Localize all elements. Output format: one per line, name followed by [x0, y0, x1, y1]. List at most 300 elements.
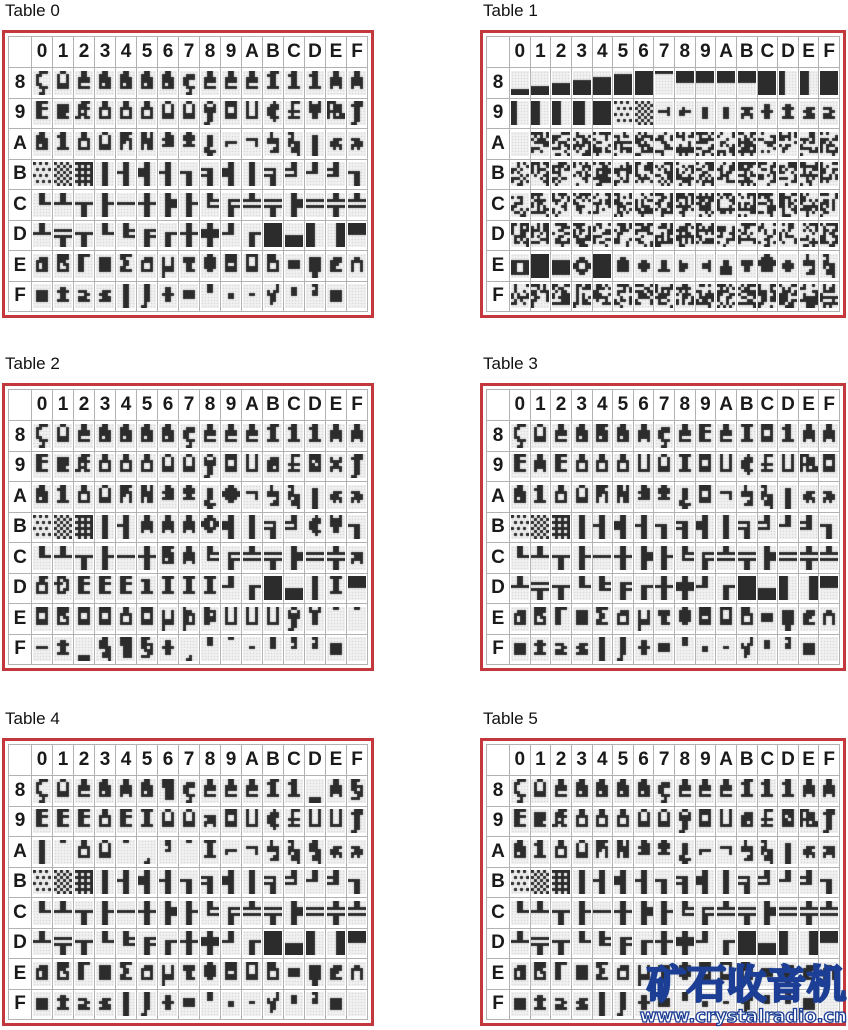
glyph-cell [592, 867, 613, 898]
glyph-dot-matrix [264, 992, 282, 1016]
glyph-cell [242, 190, 263, 221]
glyph-dot-matrix [593, 992, 611, 1016]
glyph-dot-matrix [285, 992, 303, 1016]
glyph-cell [592, 190, 613, 221]
glyph-dot-matrix [738, 254, 756, 278]
glyph-cell [221, 989, 242, 1020]
glyph-cell [551, 776, 572, 807]
glyph-dot-matrix [75, 779, 93, 803]
glyph-dot-matrix [243, 515, 261, 539]
glyph-cell [263, 98, 284, 129]
glyph-cell [74, 634, 95, 665]
glyph-dot-matrix [264, 809, 282, 833]
glyph-cell [778, 512, 799, 543]
glyph-cell [633, 190, 654, 221]
row-header: F [9, 281, 32, 312]
glyph-cell [716, 928, 737, 959]
glyph-cell [221, 512, 242, 543]
glyph-dot-matrix [717, 546, 735, 570]
glyph-cell [571, 543, 592, 574]
glyph-cell [95, 604, 116, 635]
glyph-cell [179, 482, 200, 513]
glyph-cell [221, 867, 242, 898]
glyph-cell [53, 190, 74, 221]
glyph-cell [158, 928, 179, 959]
glyph-dot-matrix [33, 607, 51, 631]
glyph-cell [116, 482, 137, 513]
glyph-cell [137, 543, 158, 574]
glyph-cell [510, 928, 531, 959]
glyph-cell [736, 251, 757, 282]
glyph-dot-matrix [717, 840, 735, 864]
glyph-cell [571, 190, 592, 221]
glyph-dot-matrix [201, 901, 219, 925]
glyph-cell [263, 776, 284, 807]
glyph-dot-matrix [54, 840, 72, 864]
table-title: Table 3 [483, 354, 538, 373]
glyph-cell [736, 512, 757, 543]
glyph-dot-matrix [348, 132, 366, 156]
glyph-cell [633, 281, 654, 312]
glyph-dot-matrix [820, 485, 838, 509]
glyph-cell [242, 220, 263, 251]
glyph-cell [530, 867, 551, 898]
glyph-dot-matrix [180, 637, 198, 661]
glyph-dot-matrix [758, 576, 776, 600]
glyph-cell [736, 543, 757, 574]
char-table [2, 738, 374, 1026]
glyph-dot-matrix [306, 779, 324, 803]
glyph-dot-matrix [614, 101, 632, 125]
glyph-cell [284, 928, 305, 959]
column-header: B [736, 37, 757, 68]
column-header: E [326, 745, 347, 776]
glyph-cell [819, 220, 840, 251]
glyph-dot-matrix [800, 101, 818, 125]
glyph-cell [633, 421, 654, 452]
glyph-dot-matrix [117, 284, 135, 308]
glyph-cell [654, 68, 675, 99]
glyph-cell [74, 129, 95, 160]
glyph-dot-matrix [593, 840, 611, 864]
glyph-dot-matrix [573, 901, 591, 925]
glyph-cell [284, 482, 305, 513]
glyph-dot-matrix [758, 223, 776, 247]
glyph-cell [654, 867, 675, 898]
glyph-dot-matrix [348, 515, 366, 539]
glyph-cell [32, 959, 53, 990]
glyph-cell [633, 776, 654, 807]
glyph-cell [32, 806, 53, 837]
glyph-cell [116, 129, 137, 160]
glyph-dot-matrix [820, 546, 838, 570]
row-header: C [9, 543, 32, 574]
glyph-cell [326, 159, 347, 190]
glyph-dot-matrix [243, 162, 261, 186]
glyph-cell [613, 543, 634, 574]
glyph-cell [53, 959, 74, 990]
glyph-cell [74, 959, 95, 990]
glyph-cell [695, 634, 716, 665]
row-header: 8 [9, 421, 32, 452]
glyph-cell [633, 98, 654, 129]
glyph-cell [736, 482, 757, 513]
glyph-cell [326, 421, 347, 452]
glyph-dot-matrix [222, 576, 240, 600]
glyph-dot-matrix [552, 576, 570, 600]
column-header: 8 [200, 37, 221, 68]
glyph-cell [179, 98, 200, 129]
glyph-dot-matrix [573, 515, 591, 539]
glyph-cell [510, 806, 531, 837]
glyph-dot-matrix [306, 515, 324, 539]
glyph-cell [32, 867, 53, 898]
glyph-dot-matrix [222, 931, 240, 955]
glyph-dot-matrix [717, 637, 735, 661]
glyph-dot-matrix [180, 485, 198, 509]
glyph-cell [158, 543, 179, 574]
glyph-cell [116, 190, 137, 221]
glyph-cell [819, 867, 840, 898]
glyph-cell [757, 251, 778, 282]
glyph-dot-matrix [327, 485, 345, 509]
glyph-dot-matrix [96, 454, 114, 478]
glyph-cell [179, 928, 200, 959]
column-header: 5 [613, 745, 634, 776]
glyph-dot-matrix [180, 132, 198, 156]
row-header: C [9, 898, 32, 929]
glyph-dot-matrix [96, 254, 114, 278]
glyph-dot-matrix [285, 71, 303, 95]
glyph-dot-matrix [511, 962, 529, 986]
glyph-cell [242, 898, 263, 929]
corner-cell [9, 37, 32, 68]
glyph-dot-matrix [33, 931, 51, 955]
glyph-dot-matrix [573, 962, 591, 986]
glyph-dot-matrix [243, 101, 261, 125]
glyph-cell [326, 776, 347, 807]
glyph-dot-matrix [696, 931, 714, 955]
table-row [487, 867, 840, 898]
glyph-cell [179, 806, 200, 837]
glyph-dot-matrix [159, 223, 177, 247]
table-row [9, 98, 368, 129]
glyph-dot-matrix [717, 454, 735, 478]
glyph-dot-matrix [511, 809, 529, 833]
glyph-cell [551, 634, 572, 665]
glyph-dot-matrix [758, 101, 776, 125]
glyph-cell [347, 190, 368, 221]
glyph-cell [137, 68, 158, 99]
glyph-cell [116, 159, 137, 190]
glyph-dot-matrix [758, 193, 776, 217]
glyph-cell [242, 98, 263, 129]
glyph-cell [263, 129, 284, 160]
character-grid [486, 36, 840, 312]
glyph-cell [819, 898, 840, 929]
glyph-cell [53, 451, 74, 482]
glyph-dot-matrix [531, 254, 549, 278]
glyph-cell [53, 806, 74, 837]
glyph-cell [819, 512, 840, 543]
glyph-dot-matrix [717, 162, 735, 186]
column-header: 3 [571, 745, 592, 776]
glyph-cell [53, 98, 74, 129]
glyph-dot-matrix [655, 71, 673, 95]
glyph-dot-matrix [696, 870, 714, 894]
glyph-cell [53, 543, 74, 574]
glyph-cell [675, 190, 696, 221]
glyph-cell [53, 482, 74, 513]
glyph-dot-matrix [820, 132, 838, 156]
glyph-cell [158, 220, 179, 251]
table-row [487, 776, 840, 807]
glyph-dot-matrix [738, 637, 756, 661]
glyph-cell [263, 281, 284, 312]
glyph-cell [32, 837, 53, 868]
column-header: 4 [592, 745, 613, 776]
glyph-dot-matrix [696, 637, 714, 661]
glyph-dot-matrix [758, 607, 776, 631]
glyph-dot-matrix [655, 485, 673, 509]
glyph-dot-matrix [54, 284, 72, 308]
glyph-dot-matrix [511, 546, 529, 570]
glyph-cell [592, 482, 613, 513]
glyph-cell [116, 604, 137, 635]
glyph-dot-matrix [306, 485, 324, 509]
glyph-cell [633, 68, 654, 99]
glyph-dot-matrix [117, 931, 135, 955]
glyph-cell [74, 451, 95, 482]
glyph-dot-matrix [655, 809, 673, 833]
table-row [9, 543, 368, 574]
glyph-cell [74, 98, 95, 129]
glyph-cell [592, 776, 613, 807]
glyph-dot-matrix [573, 992, 591, 1016]
glyph-dot-matrix [201, 71, 219, 95]
glyph-dot-matrix [531, 576, 549, 600]
glyph-dot-matrix [511, 901, 529, 925]
glyph-dot-matrix [159, 809, 177, 833]
glyph-cell [798, 604, 819, 635]
glyph-cell [571, 604, 592, 635]
glyph-cell [95, 959, 116, 990]
column-header: 4 [592, 37, 613, 68]
glyph-cell [284, 190, 305, 221]
glyph-dot-matrix [222, 193, 240, 217]
glyph-dot-matrix [222, 132, 240, 156]
glyph-cell [592, 928, 613, 959]
glyph-dot-matrix [696, 223, 714, 247]
glyph-dot-matrix [593, 546, 611, 570]
table-row [487, 251, 840, 282]
glyph-dot-matrix [243, 485, 261, 509]
row-header: B [9, 159, 32, 190]
glyph-dot-matrix [96, 962, 114, 986]
column-header: 6 [158, 37, 179, 68]
glyph-dot-matrix [75, 254, 93, 278]
glyph-cell [179, 220, 200, 251]
glyph-dot-matrix [511, 193, 529, 217]
glyph-cell [757, 837, 778, 868]
glyph-cell [326, 281, 347, 312]
glyph-cell [158, 129, 179, 160]
glyph-cell [633, 573, 654, 604]
glyph-dot-matrix [327, 931, 345, 955]
glyph-dot-matrix [552, 637, 570, 661]
glyph-cell [137, 190, 158, 221]
glyph-dot-matrix [614, 901, 632, 925]
glyph-dot-matrix [717, 779, 735, 803]
glyph-dot-matrix [96, 424, 114, 448]
glyph-dot-matrix [614, 132, 632, 156]
glyph-cell [326, 98, 347, 129]
glyph-dot-matrix [138, 284, 156, 308]
column-header: 9 [221, 390, 242, 421]
glyph-cell [116, 98, 137, 129]
glyph-cell [736, 928, 757, 959]
glyph-dot-matrix [54, 931, 72, 955]
glyph-cell [716, 68, 737, 99]
glyph-dot-matrix [738, 284, 756, 308]
glyph-dot-matrix [676, 71, 694, 95]
glyph-cell [53, 898, 74, 929]
glyph-cell [305, 159, 326, 190]
glyph-dot-matrix [264, 931, 282, 955]
glyph-dot-matrix [264, 840, 282, 864]
glyph-cell [613, 806, 634, 837]
row-header: F [9, 634, 32, 665]
glyph-dot-matrix [779, 193, 797, 217]
glyph-dot-matrix [593, 637, 611, 661]
glyph-cell [284, 806, 305, 837]
glyph-cell [695, 98, 716, 129]
glyph-cell [116, 898, 137, 929]
glyph-dot-matrix [717, 809, 735, 833]
glyph-dot-matrix [96, 71, 114, 95]
glyph-dot-matrix [327, 546, 345, 570]
glyph-cell [530, 604, 551, 635]
column-header: 6 [158, 390, 179, 421]
glyph-dot-matrix [511, 254, 529, 278]
glyph-dot-matrix [531, 901, 549, 925]
glyph-cell [263, 251, 284, 282]
glyph-cell [695, 159, 716, 190]
glyph-cell [242, 281, 263, 312]
glyph-dot-matrix [285, 637, 303, 661]
column-header: A [716, 37, 737, 68]
glyph-cell [675, 251, 696, 282]
glyph-cell [695, 837, 716, 868]
glyph-cell [305, 281, 326, 312]
glyph-cell [137, 959, 158, 990]
glyph-dot-matrix [180, 962, 198, 986]
glyph-cell [510, 129, 531, 160]
glyph-cell [137, 867, 158, 898]
glyph-dot-matrix [285, 193, 303, 217]
glyph-cell [284, 634, 305, 665]
glyph-dot-matrix [159, 901, 177, 925]
glyph-dot-matrix [96, 162, 114, 186]
glyph-cell [116, 959, 137, 990]
glyph-dot-matrix [54, 71, 72, 95]
glyph-cell [53, 604, 74, 635]
glyph-dot-matrix [593, 101, 611, 125]
glyph-dot-matrix [222, 637, 240, 661]
glyph-cell [571, 98, 592, 129]
glyph-cell [736, 421, 757, 452]
glyph-cell [654, 281, 675, 312]
glyph-cell [716, 512, 737, 543]
column-header: 1 [53, 37, 74, 68]
glyph-cell [716, 837, 737, 868]
glyph-dot-matrix [201, 284, 219, 308]
glyph-cell [95, 867, 116, 898]
glyph-cell [613, 837, 634, 868]
glyph-dot-matrix [117, 254, 135, 278]
glyph-dot-matrix [573, 637, 591, 661]
glyph-dot-matrix [348, 223, 366, 247]
glyph-cell [347, 604, 368, 635]
row-header: C [487, 543, 510, 574]
glyph-dot-matrix [201, 101, 219, 125]
glyph-cell [613, 634, 634, 665]
glyph-dot-matrix [573, 223, 591, 247]
glyph-cell [347, 867, 368, 898]
glyph-dot-matrix [758, 840, 776, 864]
glyph-cell [654, 837, 675, 868]
glyph-cell [530, 421, 551, 452]
column-header: F [819, 37, 840, 68]
glyph-cell [32, 98, 53, 129]
glyph-dot-matrix [222, 284, 240, 308]
glyph-cell [242, 604, 263, 635]
glyph-dot-matrix [180, 284, 198, 308]
glyph-dot-matrix [655, 607, 673, 631]
glyph-dot-matrix [327, 607, 345, 631]
glyph-cell [633, 837, 654, 868]
glyph-cell [654, 220, 675, 251]
glyph-dot-matrix [758, 546, 776, 570]
glyph-dot-matrix [33, 424, 51, 448]
glyph-cell [158, 898, 179, 929]
glyph-cell [347, 837, 368, 868]
glyph-cell [221, 837, 242, 868]
glyph-dot-matrix [33, 284, 51, 308]
glyph-dot-matrix [159, 962, 177, 986]
glyph-dot-matrix [820, 254, 838, 278]
glyph-dot-matrix [511, 485, 529, 509]
glyph-dot-matrix [511, 931, 529, 955]
glyph-cell [95, 482, 116, 513]
glyph-dot-matrix [180, 424, 198, 448]
glyph-dot-matrix [201, 809, 219, 833]
glyph-dot-matrix [635, 546, 653, 570]
glyph-cell [263, 806, 284, 837]
glyph-dot-matrix [820, 637, 838, 661]
glyph-dot-matrix [779, 162, 797, 186]
glyph-cell [551, 604, 572, 635]
glyph-cell [200, 634, 221, 665]
glyph-cell [819, 928, 840, 959]
row-header: B [487, 512, 510, 543]
column-header: D [778, 745, 799, 776]
glyph-dot-matrix [243, 576, 261, 600]
glyph-dot-matrix [800, 931, 818, 955]
row-header: 8 [9, 776, 32, 807]
glyph-cell [305, 898, 326, 929]
glyph-dot-matrix [180, 454, 198, 478]
